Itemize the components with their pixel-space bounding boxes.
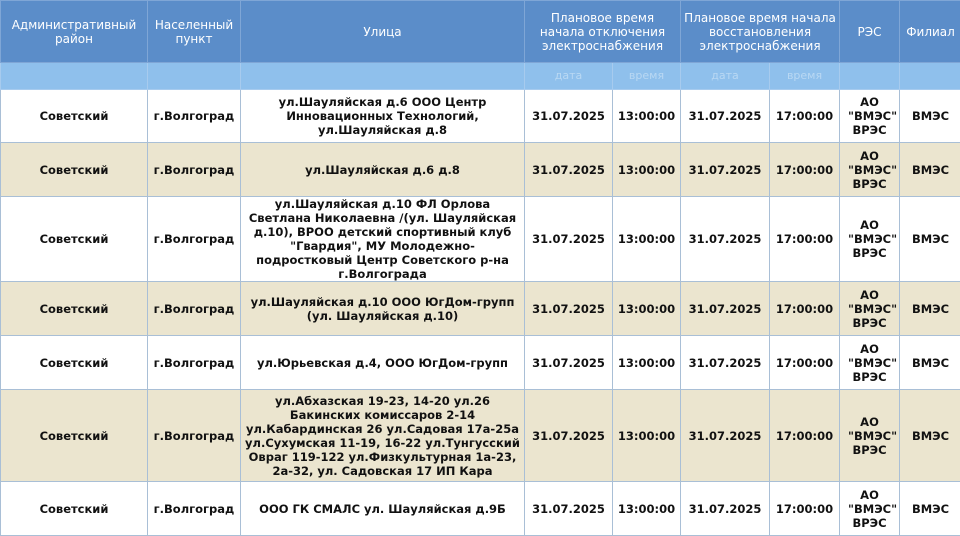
- cell-res: АО "ВМЭС" ВРЭС: [840, 143, 900, 197]
- cell-street: ул.Юрьевская д.4, ООО ЮгДом-групп: [241, 336, 525, 390]
- cell-off-time: 13:00:00: [613, 197, 681, 282]
- cell-district: Советский: [1, 482, 148, 536]
- cell-branch: ВМЭС: [900, 143, 960, 197]
- cell-on-date: 31.07.2025: [681, 143, 770, 197]
- cell-res: АО "ВМЭС" ВРЭС: [840, 390, 900, 482]
- cell-res: АО "ВМЭС" ВРЭС: [840, 90, 900, 143]
- subheader-time: время: [770, 63, 840, 90]
- cell-off-date: 31.07.2025: [525, 390, 613, 482]
- cell-branch: ВМЭС: [900, 482, 960, 536]
- cell-district: Советский: [1, 90, 148, 143]
- cell-district: Советский: [1, 336, 148, 390]
- table-row: [1, 197, 960, 282]
- cell-off-time: 13:00:00: [613, 90, 681, 143]
- cell-street: ул.Шауляйская д.10 ООО ЮгДом-групп (ул. Шауляйская д.10): [241, 282, 525, 336]
- cell-locality: г.Волгоград: [148, 336, 241, 390]
- cell-street: ул.Шауляйская д.10 ФЛ Орлова Светлана Николаевна /(ул. Шауляйская д.10), ВРОО детский спортивный клуб "Гвардия", МУ Молодежно-подростковый Центр Советского р-на г.Волгограда: [241, 197, 525, 282]
- table-row: [1, 390, 960, 482]
- subheader-empty: [148, 63, 241, 90]
- header-restore-time: Плановое время начала восстановления электроснабжения: [681, 1, 840, 63]
- cell-off-date: 31.07.2025: [525, 90, 613, 143]
- cell-on-time: 17:00:00: [770, 90, 840, 143]
- cell-on-date: 31.07.2025: [681, 282, 770, 336]
- cell-locality: г.Волгоград: [148, 197, 241, 282]
- cell-on-date: 31.07.2025: [681, 90, 770, 143]
- cell-locality: г.Волгоград: [148, 90, 241, 143]
- cell-on-time: 17:00:00: [770, 482, 840, 536]
- cell-off-date: 31.07.2025: [525, 282, 613, 336]
- header-res: РЭС: [840, 1, 900, 63]
- subheader-date: дата: [525, 63, 613, 90]
- cell-on-date: 31.07.2025: [681, 336, 770, 390]
- subheader-time: время: [613, 63, 681, 90]
- cell-district: Советский: [1, 282, 148, 336]
- cell-off-time: 13:00:00: [613, 336, 681, 390]
- cell-res: АО "ВМЭС" ВРЭС: [840, 482, 900, 536]
- cell-branch: ВМЭС: [900, 197, 960, 282]
- header-street: Улица: [241, 1, 525, 63]
- cell-on-date: 31.07.2025: [681, 390, 770, 482]
- cell-res: АО "ВМЭС" ВРЭС: [840, 336, 900, 390]
- cell-off-time: 13:00:00: [613, 482, 681, 536]
- cell-street: ул.Абхазская 19-23, 14-20 ул.26 Бакинских комиссаров 2-14 ул.Кабардинская 26 ул.Садовая 17а-25а ул.Сухумская 11-19, 16-22 ул.Тунгусский Овраг 119-122 ул.Физкультурная 1а-23, 2а-32, ул. Садовская 17 ИП Кара: [241, 390, 525, 482]
- header-locality: Населенный пункт: [148, 1, 241, 63]
- cell-locality: г.Волгоград: [148, 282, 241, 336]
- cell-off-date: 31.07.2025: [525, 143, 613, 197]
- cell-branch: ВМЭС: [900, 390, 960, 482]
- cell-off-time: 13:00:00: [613, 390, 681, 482]
- table-row: [1, 143, 960, 197]
- cell-on-time: 17:00:00: [770, 390, 840, 482]
- cell-off-time: 13:00:00: [613, 282, 681, 336]
- cell-res: АО "ВМЭС" ВРЭС: [840, 282, 900, 336]
- header-district: Административный район: [1, 1, 148, 63]
- cell-branch: ВМЭС: [900, 282, 960, 336]
- cell-on-time: 17:00:00: [770, 336, 840, 390]
- table-row: [1, 482, 960, 536]
- header-off-time: Плановое время начала отключения электроснабжения: [525, 1, 681, 63]
- cell-locality: г.Волгоград: [148, 482, 241, 536]
- cell-on-date: 31.07.2025: [681, 197, 770, 282]
- cell-res: АО "ВМЭС" ВРЭС: [840, 197, 900, 282]
- table-row: [1, 336, 960, 390]
- cell-street: ул.Шауляйская д.6 д.8: [241, 143, 525, 197]
- cell-off-time: 13:00:00: [613, 143, 681, 197]
- subheader-date: дата: [681, 63, 770, 90]
- cell-district: Советский: [1, 390, 148, 482]
- subheader-empty: [241, 63, 525, 90]
- cell-off-date: 31.07.2025: [525, 336, 613, 390]
- cell-off-date: 31.07.2025: [525, 482, 613, 536]
- cell-on-date: 31.07.2025: [681, 482, 770, 536]
- cell-on-time: 17:00:00: [770, 143, 840, 197]
- subheader-empty: [840, 63, 900, 90]
- cell-branch: ВМЭС: [900, 90, 960, 143]
- subheader-empty: [1, 63, 148, 90]
- header-branch: Филиал: [900, 1, 960, 63]
- subheader-empty: [900, 63, 960, 90]
- cell-district: Советский: [1, 143, 148, 197]
- cell-street: ООО ГК СМАЛС ул. Шауляйская д.9Б: [241, 482, 525, 536]
- table-row: [1, 90, 960, 143]
- cell-on-time: 17:00:00: [770, 197, 840, 282]
- cell-locality: г.Волгоград: [148, 143, 241, 197]
- cell-street: ул.Шауляйская д.6 ООО Центр Инновационных Технологий, ул.Шауляйская д.8: [241, 90, 525, 143]
- cell-off-date: 31.07.2025: [525, 197, 613, 282]
- cell-district: Советский: [1, 197, 148, 282]
- cell-on-time: 17:00:00: [770, 282, 840, 336]
- cell-locality: г.Волгоград: [148, 390, 241, 482]
- table-row: [1, 282, 960, 336]
- cell-branch: ВМЭС: [900, 336, 960, 390]
